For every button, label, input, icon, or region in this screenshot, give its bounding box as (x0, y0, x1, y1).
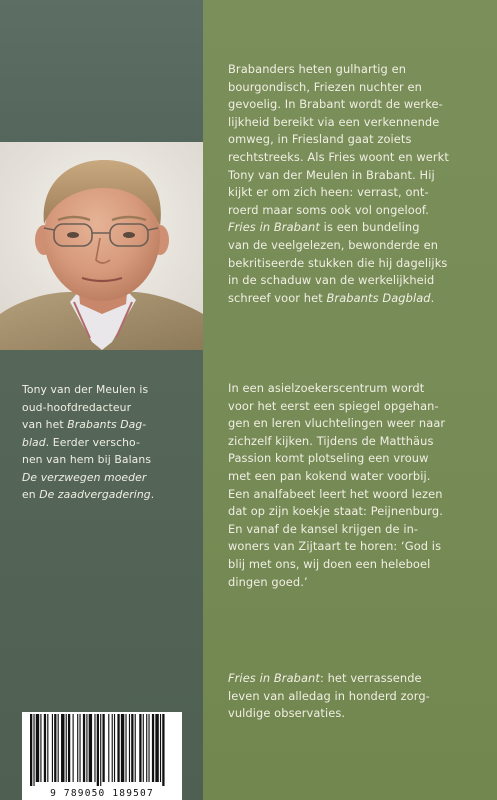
newspaper-title: blad (22, 435, 46, 449)
barcode-bar (121, 714, 124, 782)
blurb-paragraph-1 (228, 61, 449, 307)
newspaper-title: Brabants Dag- (67, 418, 147, 431)
text-fragment: is een bundeling (319, 220, 420, 235)
blurb-paragraph-3 (228, 670, 430, 723)
text-line: dat op zijn koekje staat: Peijnenburg. (228, 504, 443, 519)
barcode-bar (68, 714, 70, 782)
text-line: nen van hem bij Balans (22, 453, 152, 466)
barcode-bar (66, 714, 67, 782)
text-line: Brabanders heten gulhartig en (228, 62, 407, 76)
text-line: vuldige observaties. (228, 706, 346, 721)
barcode-bar (33, 714, 34, 786)
text-line: omweg, in Friesland gaat zoiets (228, 132, 412, 147)
text-line: bourgondisch, Friezen nuchter en (228, 79, 422, 94)
text-line: dingen goed.’ (228, 574, 308, 589)
text-line: zichzelf kijken. Tijdens de Matthäus (228, 433, 434, 448)
text-line (228, 290, 449, 308)
barcode-bar (139, 714, 141, 782)
barcode-bar (100, 714, 101, 786)
barcode-bar (102, 714, 104, 782)
barcode-bar (135, 714, 136, 782)
text-line: Tony van der Meulen in Brabant. Hij (228, 167, 435, 182)
text-line (22, 434, 154, 452)
text-line: bekritiseerde stukken die hij dagelijks (228, 255, 448, 270)
text-line: Tony van der Meulen is (22, 383, 149, 396)
text-line: Een analfabeet leert het woord lezen (228, 486, 443, 501)
barcode-bar (77, 714, 78, 782)
text-line: in de schaduw van de werkelijkheid (228, 273, 435, 288)
isbn-barcode (22, 712, 182, 800)
text-line: rechtstreeks. Als Fries woont en werkt (228, 149, 449, 164)
text-line (22, 416, 154, 434)
barcode-bar (52, 714, 53, 782)
text-fragment: en (22, 488, 40, 501)
barcode-bar (108, 714, 109, 782)
text-line: Passion komt plotseling een vrouw (228, 451, 429, 466)
text-fragment: . (430, 290, 435, 305)
text-line: lijkheid bereikt via een verkennende (228, 114, 440, 129)
barcode-bar (112, 714, 113, 782)
barcode-bar (146, 714, 147, 782)
book-title: Fries in Brabant (228, 220, 320, 235)
text-fragment: . (150, 488, 155, 501)
barcode-bar (162, 714, 164, 786)
text-line: van de veelgelezen, bewonderde en (228, 237, 439, 252)
author-bio (22, 381, 154, 504)
barcode-bar (89, 714, 92, 782)
barcode-bar (160, 714, 161, 782)
blurb-paragraph-2 (228, 380, 445, 591)
text-line (22, 469, 154, 487)
text-line: woners van Zijtaart te horen: ‘God is (228, 539, 442, 554)
newspaper-title: Brabants Dagblad (326, 290, 431, 305)
left-panel-top (0, 0, 203, 142)
barcode-bar (129, 714, 130, 782)
barcode-bar (58, 714, 59, 782)
text-fragment: van het (22, 418, 68, 431)
barcode-bar (94, 714, 95, 782)
barcode-bar (54, 714, 56, 782)
text-line: blij met ons, wij doen een heleboel (228, 556, 431, 571)
barcode-bar (155, 714, 158, 782)
barcode-bar (125, 714, 126, 782)
barcode-bar (143, 714, 144, 782)
barcode-bar (97, 714, 99, 786)
barcode-bar (83, 714, 85, 782)
barcode-bar (44, 714, 46, 782)
barcode-bar (36, 714, 39, 782)
book-title: Fries in Brabant (228, 671, 320, 685)
barcode-bar (148, 714, 149, 782)
text-fragment: schreef voor het (228, 290, 327, 305)
text-line (228, 670, 430, 688)
barcode-bar (152, 714, 154, 782)
barcode-bar (30, 714, 32, 786)
text-line: En vanaf de kansel krijgen de in- (228, 521, 419, 536)
barcode-bar (61, 714, 64, 782)
text-line: gen en leren vluchtelingen weer naar (228, 416, 446, 431)
text-line (22, 486, 154, 504)
text-fragment: . Eerder verscho- (45, 435, 140, 449)
barcode-bar (79, 714, 80, 782)
barcode-bar (117, 714, 119, 782)
book-title: De verzwegen moeder (22, 470, 147, 484)
text-line: leven van alledag in honderd zorg- (228, 688, 430, 703)
author-photo (0, 142, 203, 350)
book-title: De zaadvergadering (39, 488, 151, 501)
barcode-bars (22, 712, 182, 786)
barcode-bar (40, 714, 41, 782)
text-line: gevoelig. In Brabant wordt de werke- (228, 97, 443, 112)
isbn-number: 9 789050 189507 (50, 788, 154, 799)
barcode-bar (131, 714, 133, 782)
text-fragment: : het verrassende (319, 671, 422, 685)
barcode-bar (114, 714, 115, 782)
barcode-bar (47, 714, 48, 782)
text-line: In een asielzoekerscentrum wordt (228, 381, 425, 395)
text-line: voor het eerst een spiegel opgehan- (228, 398, 439, 413)
text-line (228, 219, 449, 237)
text-line: met een pan kokend water voorbij. (228, 468, 431, 483)
barcode-bar (86, 714, 87, 782)
text-line: oud-hoofdredacteur (22, 400, 132, 414)
text-line: kijkt er om zich heen: verrast, ont- (228, 185, 429, 200)
text-line: roerd maar soms ook vol ongeloof. (228, 202, 429, 217)
barcode-bar (73, 714, 74, 782)
